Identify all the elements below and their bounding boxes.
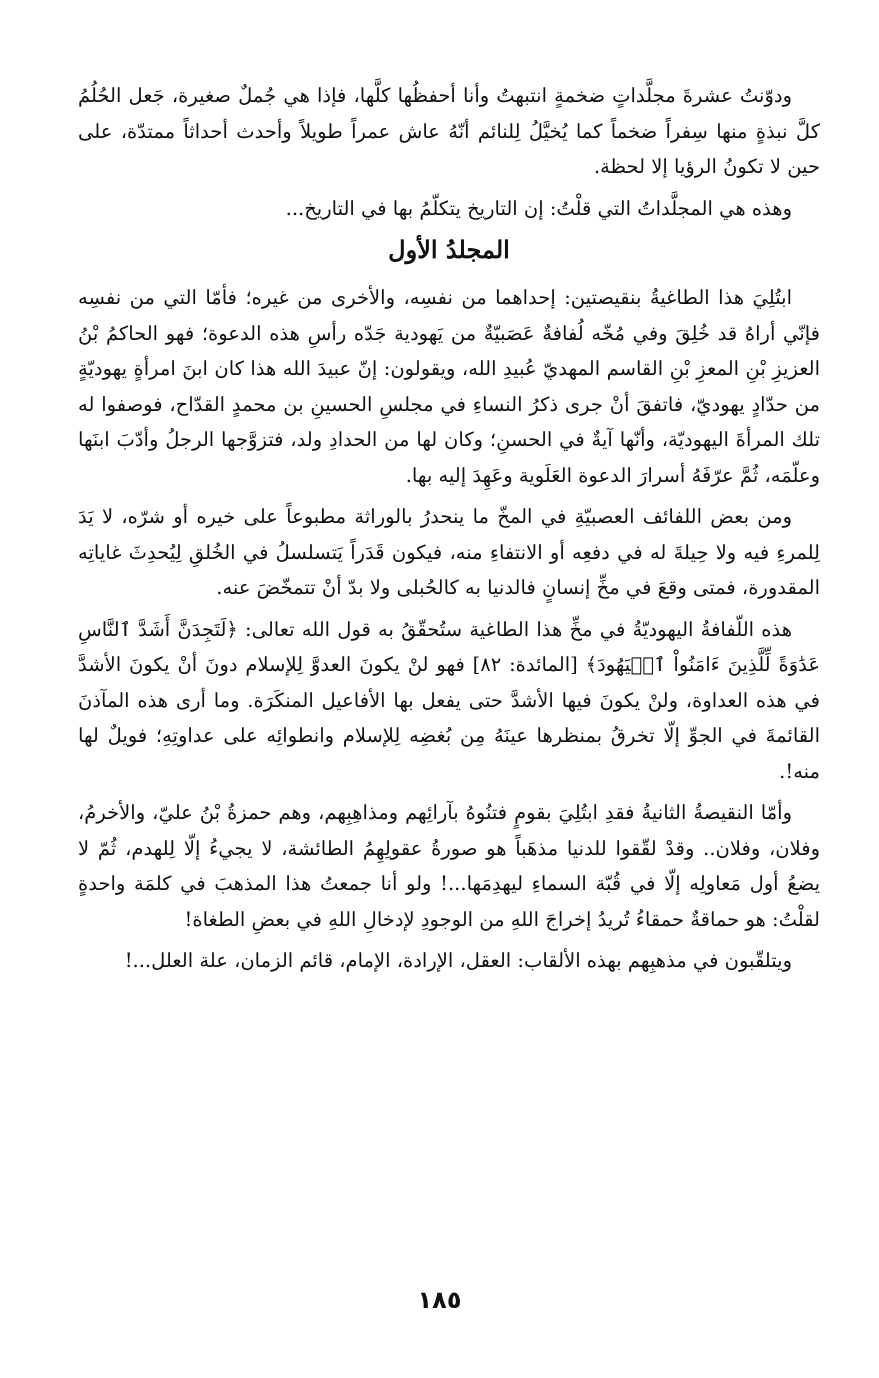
paragraph-quran-citation: هذه اللّفافةُ اليهوديّةُ في مخِّ هذا الطاغية ستُحقّقُ به قول الله تعالى: ﴿لَتَجِدَنَّ أَشَدَّ ٱلنَّاسِ عَدَٰوَةً لِّلَّذِينَ ءَامَنُواْ ٱلۡيَهُودَ﴾ [المائدة: ٨٢] فهو لنْ يكونَ العدوَّ لِلإسلام دونَ أنْ يكونَ الأشدَّ في هذه العداوة، ولنْ يكونَ فيها الأشدَّ حتى يفعل بها الأفاعيل المنكَرَة. وما أرى هذه المآذنَ القائمةَ في الجوِّ إلّا تخرقُ بمنظرها عينَهُ مِن بُغضِه لِلإسلام وانطوائِه على عداوتِهِ؛ فويلٌ لها منه!. <box>78 617 820 783</box>
paragraph-titles: ويتلقّبون في مذهبِهم بهذه الألقاب: العقل، الإرادة، الإمام، قائم الزمان، علة العلل...! <box>124 949 792 972</box>
intro-paragraph-1: ودوّنتُ عشرةَ مجلَّداتٍ ضخمةٍ انتبهتُ وأنا أحفظُها كلَّها، فإذا هي جُملٌ صغيرة، جَعل الحُلُمُ كلَّ نبذةٍ منها سِفراً ضخماً كما يُخيَّلُ لِلنائم أنّهُ عاش عمراً طويلاً وأحدث أحداثاً ممتدّة، على حين لا تكونُ الرؤيا إلا لحظة. <box>78 84 820 178</box>
section-heading: المجلدُ الأول <box>388 235 510 264</box>
paragraph-second-flaw: وأمّا النقيصةُ الثانيةُ فقدِ ابتُلِيَ بقومٍ فتنُوهُ بآرائِهم ومذاهِبِهم، وهم حمزةُ بْنُ عليّ، والأخرمُ، وفلان، وفلان.. وقدْ لقّقوا للدنيا مذهَباً هو صورةُ عقولِهِمُ الطائشة، لا يجيءُ إلّا لِلهدم، ثُمّ لا يضعُ أول مَعاولِه إلّا في قُبّة السماءِ ليهدِمَها...! ولو أنا جمعتُ هذا المذهبَ في كلمَة واحدةٍ لقلْتُ: هو حماقةٌ حمقاءُ تُريدُ إخراجَ اللهِ من الوجودِ لإدخالِ اللهِ في بعضِ الطغاة! <box>78 801 820 931</box>
book-page <box>78 78 820 985</box>
intro-paragraph-2: وهذه هي المجلَّداتُ التي قلْتُ: إن التاريخ يتكلّمُ بها في التاريخ... <box>285 196 792 220</box>
paragraph-heredity: ومن بعض اللفائف العصبيّةِ في المخّ ما ينحدرُ بالوراثة مطبوعاً على خيره أو شرّه، لا يَدَ لِلمرءِ فيه ولا حِيلةَ له في دفعِه أو الانتفاءِ منه، فيكون قَدَراً يَتسلسلُ في الخُلقِ لِيُحدِثَ غاياتِه المقدورة، فمتى وقعَ في مخِّ إنسانٍ فالدنيا به كالحُبلى ولا بدّ أنْ تتمخّضَ عنه. <box>78 505 820 599</box>
page-number: ١٨٥ <box>417 1286 462 1314</box>
paragraph-first-flaw: ابتُلِيَ هذا الطاغيةُ بنقيصتين: إحداهما من نفسِه، والأخرى من غيره؛ فأمّا التي من نفسِه فإنّي أراهُ قد خُلِقَ وفي مُخّه لُفافةٌ عَصَبيّةٌ من يَهودية جَدّه رأسِ هذه الدعوة؛ فهو الحاكمُ بْنُ العزيزِ بْنِ المعزِ بْنِ القاسم المهديّ عُبيدِ الله، ويقولون: إنّ عبيدَ الله هذا كان ابنَ امرأةٍ يهوديّةٍ من حدّادٍ يهوديّ، فاتفقَ أنْ جرى ذكرُ النساءِ في مجلسِ الحسينِ بن محمدٍ القدّاح، فوصفوا له تلك المرأةَ اليهوديّة، وأنّها آيةٌ في الحسنِ؛ وكان لها من الحدادِ ولد، فتزوَّجها الرجلُ وأدّبَ ابنَها وعلّمَه، ثُمَّ عرّفَهُ أسرارَ الدعوة العَلَوية وعَهِدَ إليه بها. <box>78 286 820 487</box>
